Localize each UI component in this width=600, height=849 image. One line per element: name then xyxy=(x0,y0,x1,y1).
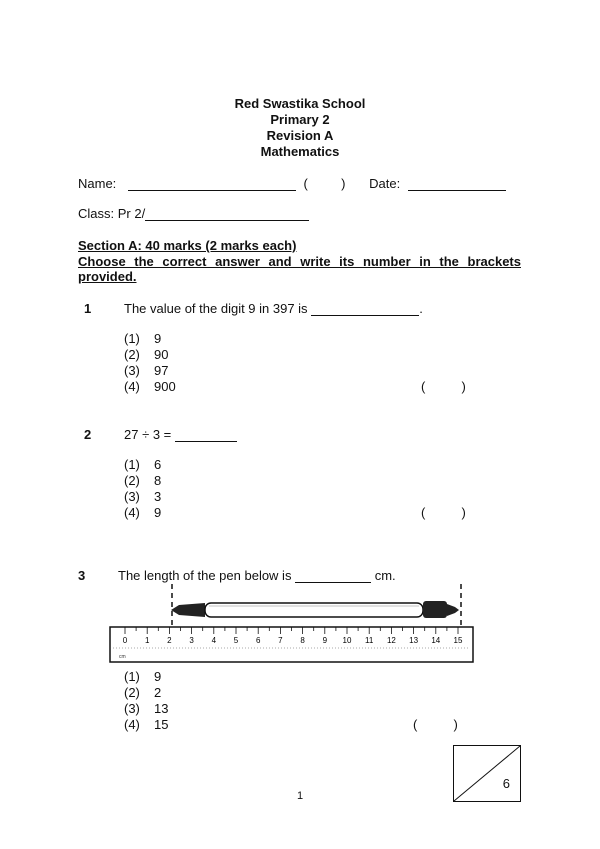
option-text: 13 xyxy=(154,701,169,716)
ruler-unit-label: cm xyxy=(119,654,126,660)
answer-bracket[interactable]: ( ) xyxy=(421,505,466,520)
ruler-label: 4 xyxy=(211,636,217,645)
option-number: (4) xyxy=(124,717,140,732)
ruler-label: 15 xyxy=(453,636,463,645)
option-number: (1) xyxy=(124,669,140,684)
name-label: Name: xyxy=(78,176,117,191)
class-line xyxy=(78,206,309,221)
option-number: (2) xyxy=(124,685,140,700)
ruler-label: 10 xyxy=(342,636,352,645)
options-list xyxy=(124,669,168,733)
document-header xyxy=(0,96,600,160)
option-number: (1) xyxy=(124,331,140,346)
question-text xyxy=(118,568,396,583)
question-number: 2 xyxy=(84,427,92,442)
option[interactable] xyxy=(124,701,168,717)
question-end: . xyxy=(419,301,423,316)
ruler-label: 0 xyxy=(122,636,128,645)
option-text: 90 xyxy=(154,347,169,362)
option[interactable] xyxy=(124,473,161,489)
ruler-label: 14 xyxy=(431,636,441,645)
section-instruction: Choose the correct answer and write its number in the brackets provided. xyxy=(78,254,521,284)
question-stem: The value of the digit 9 in 397 is xyxy=(124,301,308,316)
ruler-label: 8 xyxy=(300,636,305,645)
option-number: (2) xyxy=(124,347,140,362)
option-text: 6 xyxy=(154,457,162,472)
option-number: (3) xyxy=(124,363,140,378)
option[interactable] xyxy=(124,505,161,521)
ruler-label: 6 xyxy=(255,636,261,645)
option[interactable] xyxy=(124,363,176,379)
question-number: 1 xyxy=(84,301,92,316)
page-number: 1 xyxy=(296,790,304,802)
ruler-label: 11 xyxy=(365,636,374,645)
class-field[interactable] xyxy=(145,208,309,221)
option[interactable] xyxy=(124,489,161,505)
option[interactable] xyxy=(124,331,176,347)
option-number: (1) xyxy=(124,457,140,472)
option-number: (4) xyxy=(124,505,140,520)
ruler-label: 3 xyxy=(189,636,194,645)
option-text: 8 xyxy=(154,473,162,488)
question-number: 3 xyxy=(78,568,86,583)
date-label: Date: xyxy=(369,176,401,191)
section-title: Section A: 40 marks (2 marks each) xyxy=(78,238,297,253)
ruler-label: 7 xyxy=(278,636,283,645)
answer-bracket[interactable]: ( ) xyxy=(421,379,466,394)
ruler-label: 2 xyxy=(167,636,172,645)
ruler-label: 5 xyxy=(233,636,239,645)
option-text: 9 xyxy=(154,669,162,684)
option-number: (4) xyxy=(124,379,140,394)
option-text: 9 xyxy=(154,331,162,346)
marks-total: 6 xyxy=(502,776,510,791)
options-list xyxy=(124,331,176,395)
pen-ruler-figure xyxy=(105,582,477,666)
options-list xyxy=(124,457,161,521)
name-date-line xyxy=(78,176,506,191)
option[interactable] xyxy=(124,669,168,685)
option-text: 97 xyxy=(154,363,169,378)
option[interactable] xyxy=(124,457,161,473)
ruler xyxy=(110,627,473,662)
unit-label: cm. xyxy=(374,568,396,583)
date-field[interactable] xyxy=(408,178,506,191)
answer-blank xyxy=(311,303,419,316)
class-label: Class: Pr 2/ xyxy=(78,206,146,221)
option[interactable] xyxy=(124,379,176,395)
pen-icon xyxy=(171,601,459,618)
ruler-label: 1 xyxy=(144,636,150,645)
question-stem: 27 ÷ 3 = xyxy=(124,427,172,442)
answer-blank xyxy=(175,429,237,442)
ruler-label: 9 xyxy=(322,636,328,645)
paper-title: Revision A xyxy=(266,128,334,143)
level: Primary 2 xyxy=(270,112,330,127)
option-number: (3) xyxy=(124,489,140,504)
question-text xyxy=(124,301,423,316)
option-text: 3 xyxy=(154,489,162,504)
option[interactable] xyxy=(124,347,176,363)
option-number: (2) xyxy=(124,473,140,488)
register-paren-open: ( xyxy=(303,176,308,191)
ruler-label: 12 xyxy=(386,636,396,645)
option-text: 2 xyxy=(154,685,162,700)
answer-bracket[interactable]: ( ) xyxy=(413,717,458,732)
option-number: (3) xyxy=(124,701,140,716)
option[interactable] xyxy=(124,717,168,733)
ruler-label: 13 xyxy=(409,636,419,645)
question-stem: The length of the pen below is xyxy=(118,568,292,583)
register-paren-close: ) xyxy=(341,176,346,191)
option-text: 15 xyxy=(154,717,169,732)
name-field[interactable] xyxy=(128,178,296,191)
option-text: 9 xyxy=(154,505,162,520)
subject: Mathematics xyxy=(260,144,340,159)
option[interactable] xyxy=(124,685,168,701)
option-text: 900 xyxy=(154,379,176,394)
school-name: Red Swastika School xyxy=(234,96,366,111)
question-text xyxy=(124,427,237,442)
